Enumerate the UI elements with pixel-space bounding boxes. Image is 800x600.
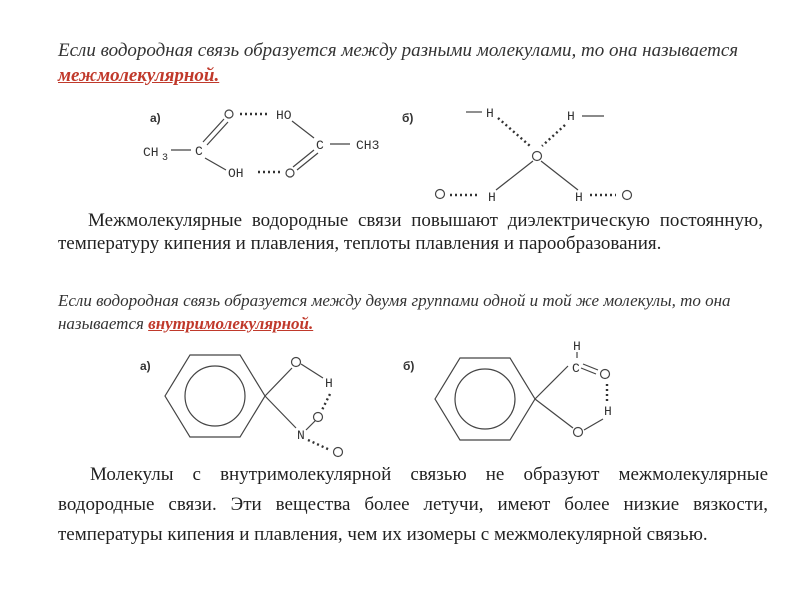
bond [306,421,315,430]
benzene-ring [435,358,535,440]
intermolecular-term: межмолекулярной. [58,65,220,86]
bond [301,364,323,378]
bond [584,419,603,430]
oh-label: OH [228,166,244,181]
oxygen-atom [225,110,233,118]
oxygen-atom [286,169,294,177]
oxygen-atom [623,191,632,200]
ch3-left-label: CH [143,145,159,160]
oxygen-atom [292,358,301,367]
oxygen-atom [334,448,343,457]
diagram-label-bottom-b: б) [403,359,415,373]
bond [496,161,533,190]
hydrogen-label: H [604,404,612,419]
hydrogen-label: H [575,190,583,205]
bond [541,161,578,190]
intermolecular-effects-paragraph: Межмолекулярные водородные связи повышают диэлектрическую постоянную, температуру кипения и плавления, теплоты плавления и парообразования. [58,210,763,254]
water-hbond-diagram [402,106,632,205]
intramolecular-effects-paragraph: Молекулы с внутримолекулярной связью не образуют межмолекулярные водородные связи. Эти вещества более летучи, имеют более низкие вязкости, температуры кипения и плавления, чем их изомеры с межмолекулярной связью. [58,464,768,545]
diagram-label-bottom-a: а) [140,359,151,373]
hydrogen-label: H [488,190,496,205]
bond [265,396,296,428]
intramolecular-definition-text: Если водородная связь образуется между двумя группами одной и той же молекулы, то она называется [58,291,731,333]
ch3-right-label: CH3 [356,138,380,153]
hydrogen-label: H [573,339,581,354]
diagram-label-top-b: б) [402,111,414,125]
hydrogen-bond [498,118,530,146]
ho-label: HO [276,108,292,123]
nitrogen-label: N [297,428,305,443]
intermolecular-definition-text: Если водородная связь образуется между разными молекулами, то она называется [58,40,739,61]
bond [535,399,573,428]
intramolecular-term: внутримолекулярной. [148,314,314,333]
ortho-nitrophenol-diagram [140,355,343,457]
ch3-left-subscript: 3 [162,153,169,164]
aromatic-circle [185,366,245,426]
oxygen-atom [601,370,610,379]
hydrogen-label: H [486,106,494,121]
bond [205,158,226,170]
carbon-left-label: C [195,144,203,159]
bond [265,368,292,396]
hydrogen-bond [542,125,565,146]
oxygen-atom [574,428,583,437]
salicylaldehyde-diagram [403,339,612,440]
carbon-right-label: C [316,138,324,153]
acetic-acid-dimer-diagram [143,108,379,181]
benzene-ring [165,355,265,437]
hydrogen-label: H [325,376,333,391]
oxygen-atom [533,152,542,161]
oxygen-atom [314,413,323,422]
hydrogen-label: H [567,109,575,124]
bond [535,366,568,399]
oxygen-atom [436,190,445,199]
diagram-label-top-a: а) [150,111,161,125]
hydrogen-bond [322,394,330,410]
aromatic-circle [455,369,515,429]
bond [292,121,314,138]
hydrogen-bond [308,440,330,450]
carbon-label: C [572,361,580,376]
